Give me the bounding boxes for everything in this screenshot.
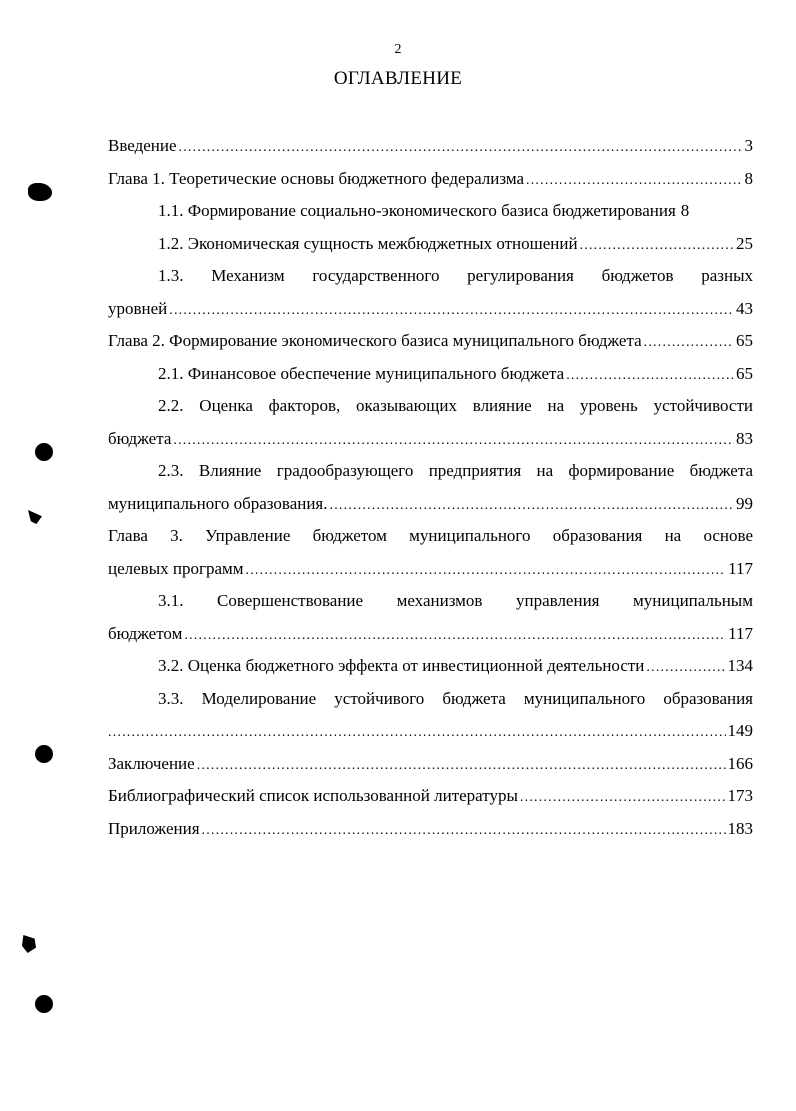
toc-label: Библиографический список использованной литературы: [108, 786, 518, 805]
toc-entry-chapter-3-line-2[interactable]: [108, 553, 753, 586]
dot-leader: [580, 230, 734, 263]
toc-page-number: 83: [736, 428, 753, 448]
dot-leader: [197, 750, 726, 783]
dot-leader: [169, 295, 734, 328]
toc-label: 1.3. Механизм государственного регулирования бюджетов разных: [158, 266, 753, 285]
toc-page-number: 43: [736, 298, 753, 318]
toc-label: Глава 3. Управление бюджетом муниципального образования на основе: [108, 526, 753, 545]
toc-entry-chapter-2[interactable]: [108, 325, 753, 358]
toc-entry-section-2-2-line-2[interactable]: [108, 423, 753, 456]
toc-entry-bibliography[interactable]: [108, 780, 753, 813]
toc-page-number: 173: [727, 786, 753, 805]
punch-hole-mark: [35, 745, 53, 763]
dot-leader: [246, 555, 727, 588]
page-title: ОГЛАВЛЕНИЕ: [333, 68, 463, 89]
dot-leader: [646, 652, 725, 685]
toc-label: 3.2. Оценка бюджетного эффекта от инвестиционной деятельности: [158, 656, 645, 675]
toc-entry-appendices[interactable]: [108, 813, 753, 846]
toc-entry-section-3-2[interactable]: [108, 650, 753, 683]
toc-label: 2.3. Влияние градообразующего предприятия на формирование бюджета: [158, 461, 753, 480]
table-of-contents: [108, 130, 753, 845]
toc-entry-section-1-3-line-1[interactable]: [108, 260, 753, 293]
toc-entry-section-1-1[interactable]: [108, 195, 753, 228]
dot-leader: [108, 717, 726, 750]
dot-leader: [173, 425, 734, 458]
toc-entry-chapter-3-line-1[interactable]: [108, 520, 753, 553]
toc-entry-section-3-3-line-2[interactable]: [108, 715, 753, 748]
toc-label: Приложения: [108, 818, 200, 838]
toc-page-number: 166: [727, 753, 753, 773]
toc-label: Заключение: [108, 753, 195, 773]
toc-page-number: 25: [736, 233, 753, 253]
toc-entry-section-3-1-line-1[interactable]: [108, 585, 753, 618]
toc-page-number: 8: [680, 201, 690, 220]
toc-label: Введение: [108, 136, 177, 155]
toc-page-number: 99: [736, 493, 753, 513]
toc-page-number: 65: [736, 363, 753, 383]
toc-label: Глава 1. Теоретические основы бюджетного федерализма: [108, 168, 525, 188]
dot-leader: [202, 815, 726, 848]
toc-entry-conclusion[interactable]: [108, 748, 753, 781]
toc-page-number: 65: [736, 331, 753, 350]
toc-entry-section-2-1[interactable]: [108, 358, 753, 391]
toc-label: 1.2. Экономическая сущность межбюджетных отношений: [158, 233, 578, 253]
toc-page-number: 134: [727, 656, 753, 675]
toc-entry-intro[interactable]: [108, 130, 753, 163]
toc-entry-section-3-3-line-1[interactable]: [108, 683, 753, 716]
toc-label: бюджетом: [108, 623, 183, 643]
toc-page-number: 117: [728, 558, 753, 578]
toc-page-number: 3: [744, 136, 753, 155]
toc-label: 2.2. Оценка факторов, оказывающих влияние на уровень устойчивости: [158, 396, 753, 415]
punch-hole-mark: [35, 995, 53, 1013]
toc-label: уровней: [108, 298, 168, 318]
toc-label: 1.1. Формирование социально-экономического базиса бюджетирования: [158, 201, 676, 220]
toc-entry-section-2-3-line-1[interactable]: [108, 455, 753, 488]
dot-leader: [179, 132, 743, 165]
toc-entry-section-3-1-line-2[interactable]: [108, 618, 753, 651]
dot-leader: [520, 782, 726, 815]
dot-leader: [184, 620, 726, 653]
toc-label: 2.1. Финансовое обеспечение муниципального бюджета: [158, 363, 565, 383]
toc-entry-section-2-2-line-1[interactable]: [108, 390, 753, 423]
toc-label: 3.1. Совершенствование механизмов управления муниципальным: [158, 591, 753, 610]
toc-label: 3.3. Моделирование устойчивого бюджета муниципального образования: [158, 688, 753, 708]
punch-hole-mark: [35, 443, 53, 461]
toc-entry-chapter-1[interactable]: [108, 163, 753, 196]
dot-leader: [330, 490, 735, 523]
toc-page-number: 117: [728, 623, 753, 643]
toc-label: муниципального образования.: [108, 493, 328, 513]
toc-page-number: 149: [727, 721, 753, 740]
scan-artifact: [22, 935, 36, 953]
dot-leader: [566, 360, 734, 393]
toc-entry-section-2-3-line-2[interactable]: [108, 488, 753, 521]
toc-label: бюджета: [108, 428, 172, 448]
toc-label: целевых программ: [108, 558, 244, 578]
toc-page-number: 183: [727, 818, 753, 838]
toc-label: Глава 2. Формирование экономического базиса муниципального бюджета: [108, 331, 642, 350]
dot-leader: [526, 165, 742, 198]
scan-artifact: [28, 510, 42, 524]
dot-leader: [644, 327, 734, 360]
scan-artifact: [28, 183, 52, 201]
toc-page-number: 8: [744, 168, 753, 188]
toc-entry-section-1-3-line-2[interactable]: [108, 293, 753, 326]
toc-entry-section-1-2[interactable]: [108, 228, 753, 261]
page-number: 2: [394, 42, 402, 57]
